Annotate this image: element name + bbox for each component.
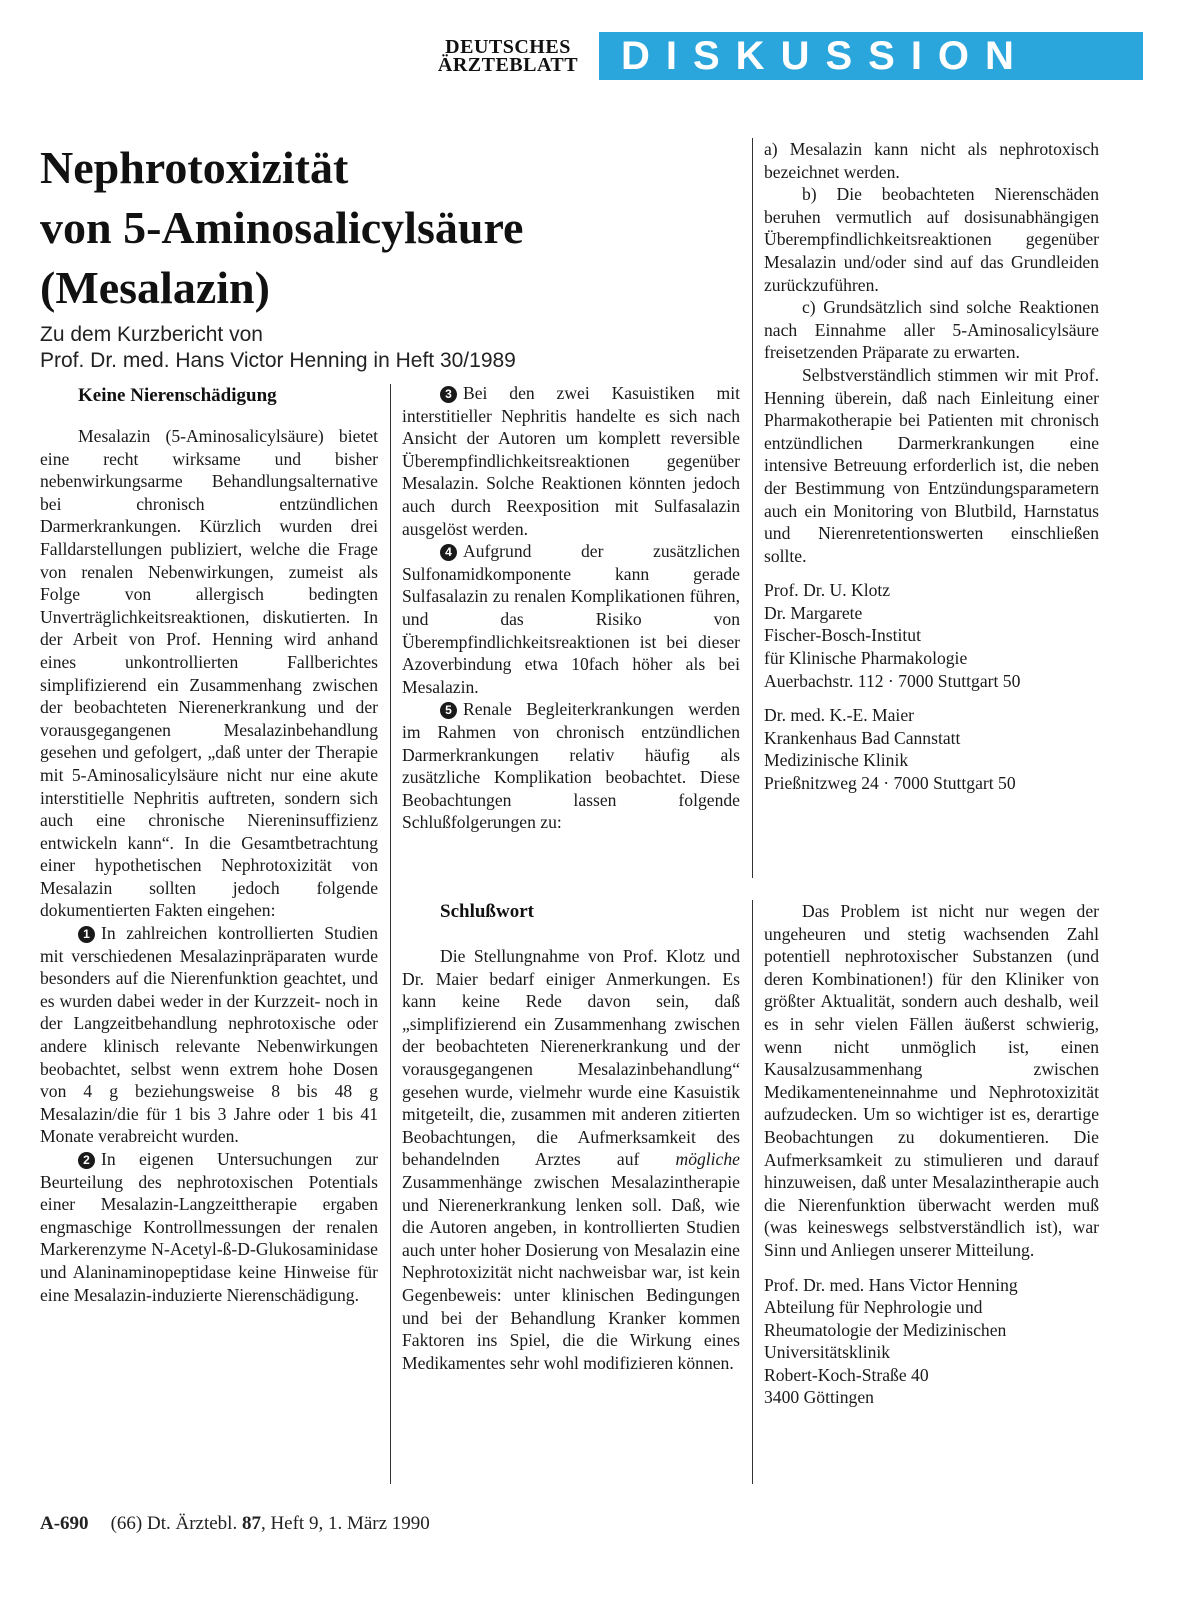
- column-3-reply: [764, 900, 1099, 1409]
- letter-paragraph-2-text: In zahlreichen kontrollierten Studien mit verschiedenen Mesalazinpräparaten wurde besonders auf die Nierenfunktion geachtet, und es wurden dabei weder in der Kurzzeit- noch in der Langzeitbehandlung nephrotoxische oder andere klinisch relevante Nebenwirkungen beobachtet, selbst wenn extrem hohe Dosen von 4 g beziehungsweise 8 bis 48 g Mesalazin/die für 1 bis 3 Jahre oder 1 bis 41 Monate verabreicht wurden.: [40, 923, 378, 1147]
- title-line-1: Nephrotoxizität: [40, 142, 349, 193]
- author-1-line-4: für Klinische Pharmakologie: [764, 648, 968, 669]
- letter-paragraph-3-text: In eigenen Untersuchungen zur Beurteilung des nephrotoxischen Potentials einer Mesalazin-Langzeittherapie ergaben engmaschige Kontrollmessungen der renalen Markerenzyme N-Acetyl-ß-D-Glukosaminidase und Alaninaminopeptidase keine Hinweise für eine Mesalazin-induzierte Nierenschädigung.: [40, 1149, 378, 1305]
- author-1-line-5: Auerbachstr. 112 · 7000 Stuttgart 50: [764, 670, 1021, 691]
- letter-conclusion-c: c) Grundsätzlich sind solche Reaktionen nach Einnahme aller 5-Aminosalicylsäure freisetzenden Präparate zu erwarten.: [764, 297, 1099, 363]
- letter-conclusion-b: b) Die beobachteten Nierenschäden beruhen vermutlich auf dosisunabhängigen Überempfindlichkeitsreaktionen gegenüber Mesalazin und/oder sind auf das Grundleiden zurückzuführen.: [764, 184, 1099, 295]
- letter-paragraph-3: [40, 1148, 378, 1306]
- page-number: A-690: [40, 1513, 89, 1534]
- letter-paragraph-closing: Selbstverständlich stimmen wir mit Prof. Henning überein, daß nach Einleitung einer Pharmakotherapie bei Patienten mit chronisch entzündlichen Darmerkrankungen eine intensive Betreuung erforderlich ist, die neben der Bestimmung von Entzündungsparametern auch ein Monitoring von Blutbild, Harnstatus und Nierenretentionswerten einschließen sollte.: [764, 364, 1099, 566]
- reply-paragraph-1-text-b: Zusammenhänge zwischen Mesalazintherapie und Nierenerkrankung lenken soll. Daß, wie die Autoren angeben, in kontrollierten Studien auch unter hoher Dosierung von Mesalazin eine Nephrotoxizität nicht nachweisbar war, ist kein Gegenbeweis: unter klinischen Bedingungen und bei der Behandlung Kranker kommen Faktoren ins Spiel, die die Wirkung eines Medikamentes sehr wohl modifizieren können.: [402, 1171, 740, 1373]
- article-subtitle: [40, 322, 760, 374]
- section-band: [599, 32, 1143, 80]
- subtitle-line-1: Zu dem Kurzbericht von: [40, 323, 263, 346]
- footer-citation-b: , Heft 9, 1. März 1990: [260, 1513, 430, 1534]
- reply-author-line-3: Rheumatologie der Medizinischen: [764, 1319, 1007, 1340]
- title-line-2: von 5-Aminosalicylsäure: [40, 202, 524, 253]
- reply-heading: Schlußwort: [440, 901, 534, 922]
- reply-paragraph-1-text-a: Die Stellungnahme von Prof. Klotz und Dr. Maier bedarf einiger Anmerkungen. Es kann keine Rede davon sein, daß „simplifizierend ein Zusammenhang zwischen der beobachteten Nierenerkrankung und der vorausgegangenen Mesalazinbehandlung“ gesehen wurde, vielmehr wurde eine Kasuistik mitgeteilt, die, zusammen mit anderen zitierten Beobachtungen, die Aufmerksamkeit des behandelnden Arztes auf: [402, 946, 740, 1170]
- journal-logo: [423, 38, 593, 74]
- column-divider-2-upper: [752, 138, 753, 878]
- bullet-number-5: 5: [440, 702, 457, 719]
- letter-paragraph-6-text: Renale Begleiterkrankungen werden im Rahmen von chronisch entzündlichen Darmerkrankungen relativ häufig als zusätzliche Komplikation beobachtet. Diese Beobachtungen lassen folgende Schlußfolgerungen zu:: [402, 699, 740, 833]
- reply-author-line-5: Robert-Koch-Straße 40: [764, 1364, 929, 1385]
- reply-paragraph-1: [402, 945, 740, 1374]
- author-1-line-2: Dr. Margarete: [764, 602, 863, 623]
- letter-paragraph-4-text: Bei den zwei Kasuistiken mit interstitieller Nephritis handelte es sich nach Ansicht der Autoren um komplett reversible Überempfindlichkeitsreaktionen gegenüber Mesalazin. Solche Reaktionen könnten jedoch auch durch Reexposition mit Sulfasalazin ausgelöst werden.: [402, 383, 740, 539]
- letter-heading: Keine Nierenschädigung: [78, 385, 277, 406]
- bullet-number-2: 2: [78, 1152, 95, 1169]
- section-label: DISKUSSION: [621, 34, 1030, 78]
- column-1: [40, 425, 378, 1306]
- bullet-number-3: 3: [440, 386, 457, 403]
- column-3: [764, 138, 1099, 795]
- letter-paragraph-5: [402, 540, 740, 698]
- column-divider-1: [390, 384, 391, 1484]
- reply-author-line-1: Prof. Dr. med. Hans Victor Henning: [764, 1274, 1018, 1295]
- subtitle-line-2: Prof. Dr. med. Hans Victor Henning in Heft 30/1989: [40, 349, 516, 372]
- letter-paragraph-6: [402, 698, 740, 834]
- logo-line-2: ÄRZTEBLATT: [437, 54, 579, 76]
- masthead: [423, 32, 1143, 82]
- column-2-reply: [402, 945, 740, 1374]
- reply-author-line-4: Universitätsklinik: [764, 1342, 891, 1363]
- letter-author-1: [764, 579, 1099, 692]
- author-2-line-2: Krankenhaus Bad Cannstatt: [764, 727, 961, 748]
- author-2-line-4: Prießnitzweg 24 · 7000 Stuttgart 50: [764, 773, 1016, 794]
- column-divider-2-lower: [752, 900, 753, 1484]
- reply-paragraph-2: Das Problem ist nicht nur wegen der ungeheuren und stetig wachsenden Zahl potentiell nephrotoxischer Substanzen (und deren Kombinationen!) für den Kliniker von größter Aktualität, sondern auch deshalb, weil es in sehr vielen Fällen äußerst schwierig, wenn nicht unmöglich ist, einen Kausalzusammenhang zwischen Medikamenteneinnahme und Nephrotoxizität aufzudecken. Um so wichtiger ist es, derartige Beobachtungen zu dokumentieren. Die Aufmerksamkeit zu stimulieren und darauf hinzuweisen, daß unter Mesalazintherapie auch die Nierenfunktion überwacht werden muß (was keineswegs selbstverständlich ist), war Sinn und Anliegen unserer Mitteilung.: [764, 901, 1099, 1260]
- letter-paragraph-4: [402, 382, 740, 540]
- author-2-line-1: Dr. med. K.-E. Maier: [764, 705, 914, 726]
- letter-paragraph-2: [40, 922, 378, 1148]
- reply-author-line-2: Abteilung für Nephrologie und: [764, 1297, 983, 1318]
- letter-conclusion-a: a) Mesalazin kann nicht als nephrotoxisch bezeichnet werden.: [764, 139, 1099, 182]
- letter-paragraph-1: Mesalazin (5-Aminosalicylsäure) bietet eine recht wirksame und bisher nebenwirkungsarme Behandlungsalternative bei chronisch entzündlichen Darmerkrankungen. Kürzlich wurden drei Falldarstellungen publiziert, welche die Frage von renalen Nebenwirkungen, zumeist als Folge von allergisch bedingten Unverträglichkeitsreaktionen, diskutierten. In der Arbeit von Prof. Henning wird anhand eines unkontrollierten Fallberichtes simplifizierend ein Zusammenhang zwischen der beobachteten Nierenerkrankung und der vorausgegangenen Mesalazinbehandlung gesehen und gefolgert, „daß unter der Therapie mit 5-Aminosalicylsäure nicht nur eine akute interstitielle Nephritis auftreten, sondern sich auch eine chronische Niereninsuffizienz entwickeln kann“. In die Gesamtbetrachtung einer hypothetischen Nephrotoxizität von Mesalazin sollten jedoch folgende dokumentierten Fakten eingehen:: [40, 426, 378, 921]
- bullet-number-4: 4: [440, 544, 457, 561]
- author-2-line-3: Medizinische Klinik: [764, 750, 909, 771]
- letter-paragraph-5-text: Aufgrund der zusätzlichen Sulfonamidkomponente kann gerade Sulfasalazin zu renalen Komplikationen führen, und das Risiko von Überempfindlichkeitsreaktionen ist bei dieser Azoverbindung etwa 10fach höher als bei Mesalazin.: [402, 541, 740, 697]
- reply-author-line-6: 3400 Göttingen: [764, 1387, 874, 1408]
- footer-volume: 87: [241, 1513, 261, 1534]
- column-2: [402, 382, 740, 834]
- article-title: [40, 138, 740, 318]
- title-line-3: (Mesalazin): [40, 262, 270, 313]
- reply-author: [764, 1274, 1099, 1410]
- bullet-number-1: 1: [78, 926, 95, 943]
- page-footer: [40, 1512, 740, 1536]
- letter-author-2: [764, 704, 1099, 794]
- logo-line-1: DEUTSCHES: [445, 36, 571, 58]
- author-1-line-1: Prof. Dr. U. Klotz: [764, 580, 891, 601]
- reply-paragraph-1-emphasis: mögliche: [675, 1149, 740, 1170]
- author-1-line-3: Fischer-Bosch-Institut: [764, 625, 921, 646]
- footer-citation-a: (66) Dt. Ärztebl.: [110, 1513, 238, 1534]
